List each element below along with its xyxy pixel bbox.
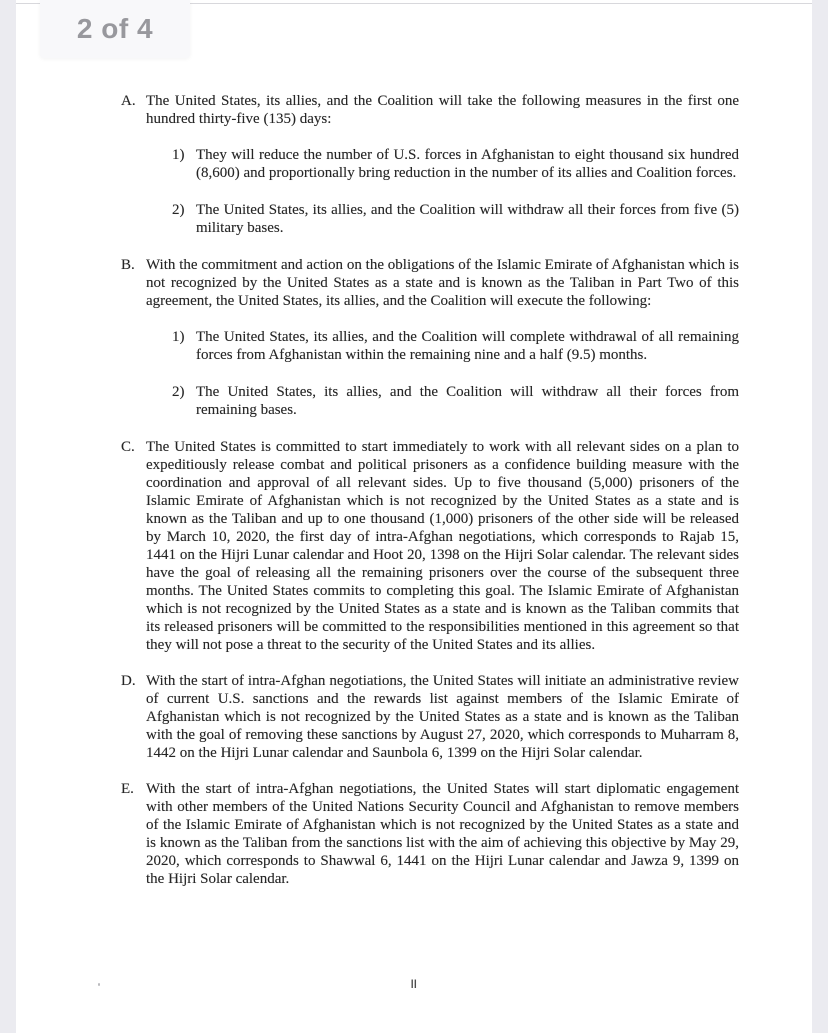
paragraph-a-item-2-text: The United States, its allies, and the Coalition will withdraw all their forces from five (5) military bases.	[196, 202, 739, 236]
paragraph-a-item-1-text: They will reduce the number of U.S. forces in Afghanistan to eight thousand six hundred (8,600) and proportionally bring reduction in the number of its allies and Coalition forces.	[196, 147, 739, 181]
page-indicator	[40, 0, 190, 58]
document-page	[16, 0, 812, 1033]
paragraph-a	[121, 92, 739, 128]
paragraph-d-text: With the start of intra-Afghan negotiations, the United States will initiate an administrative review of current U.S. sanctions and the rewards list against members of the Islamic Emirate of Afghanistan which is not recognized by the United States as a state and is known as the Taliban with the goal of removing these sanctions by August 27, 2020, which corresponds to Muharram 8, 1442 on the Hijri Lunar calendar and Saunbola 6, 1399 on the Hijri Solar calendar.	[146, 673, 739, 761]
paragraph-b-item-2-label: 2)	[172, 384, 185, 400]
paragraph-c-text: The United States is committed to start immediately to work with all relevant sides on a plan to expeditiously release combat and political prisoners as a confidence building measure with the coordination and approval of all relevant sides. Up to five thousand (5,000) prisoners of the Islamic Emirate of Afghanistan which is not recognized by the United States as a state and is known as the Taliban and up to one thousand (1,000) prisoners of the other side will be released by March 10, 2020, the first day of intra-Afghan negotiations, which corresponds to Rajab 15, 1441 on the Hijri Lunar calendar and Hoot 20, 1398 on the Hijri Solar calendar. The relevant sides have the goal of releasing all the remaining prisoners over the course of the subsequent three months. The United States commits to completing this goal. The Islamic Emirate of Afghanistan which is not recognized by the United States as a state and is known as the Taliban commits that its released prisoners will be committed to the responsibilities mentioned in this agreement so that they will not pose a threat to the security of the United States and its allies.	[146, 439, 739, 653]
paragraph-a-item-1	[172, 146, 739, 182]
paragraph-a-item-2	[172, 201, 739, 237]
paragraph-a-item-2-label: 2)	[172, 202, 185, 218]
paragraph-b-item-2-text: The United States, its allies, and the Coalition will withdraw all their forces from remaining bases.	[196, 384, 739, 418]
paragraph-b-item-2	[172, 383, 739, 419]
paragraph-e	[121, 780, 739, 888]
paragraph-a-item-1-label: 1)	[172, 147, 185, 163]
paragraph-c-label: C.	[121, 439, 135, 455]
paragraph-e-label: E.	[121, 781, 134, 797]
paragraph-b-item-1	[172, 328, 739, 364]
document-content	[121, 92, 739, 888]
paragraph-c	[121, 438, 739, 654]
paragraph-a-label: A.	[121, 93, 136, 109]
paragraph-b-label: B.	[121, 257, 135, 273]
paragraph-a-text: The United States, its allies, and the Coalition will take the following measures in the first one hundred thirty-five (135) days:	[146, 93, 739, 127]
paragraph-d	[121, 672, 739, 762]
paragraph-e-text: With the start of intra-Afghan negotiations, the United States will start diplomatic engagement with other members of the United Nations Security Council and Afghanistan to remove members of the Islamic Emirate of Afghanistan which is not recognized by the United States as a state and is known as the Taliban from the sanctions list with the aim of achieving this objective by May 29, 2020, which corresponds to Shawwal 6, 1441 on the Hijri Lunar calendar and Jawza 9, 1399 on the Hijri Solar calendar.	[146, 781, 739, 887]
scan-artifact-dot	[98, 983, 100, 986]
paragraph-b-item-1-text: The United States, its allies, and the Coalition will complete withdrawal of all remaining forces from Afghanistan within the remaining nine and a half (9.5) months.	[196, 329, 739, 363]
footer-page-number: II	[410, 977, 418, 991]
paragraph-d-label: D.	[121, 673, 136, 689]
page-indicator-label: 2 of 4	[76, 13, 154, 44]
paragraph-b	[121, 256, 739, 310]
paragraph-b-item-1-label: 1)	[172, 329, 185, 345]
paragraph-b-text: With the commitment and action on the obligations of the Islamic Emirate of Afghanistan which is not recognized by the United States as a state and is known as the Taliban in Part Two of this agreement, the United States, its allies, and the Coalition will execute the following:	[146, 257, 739, 309]
